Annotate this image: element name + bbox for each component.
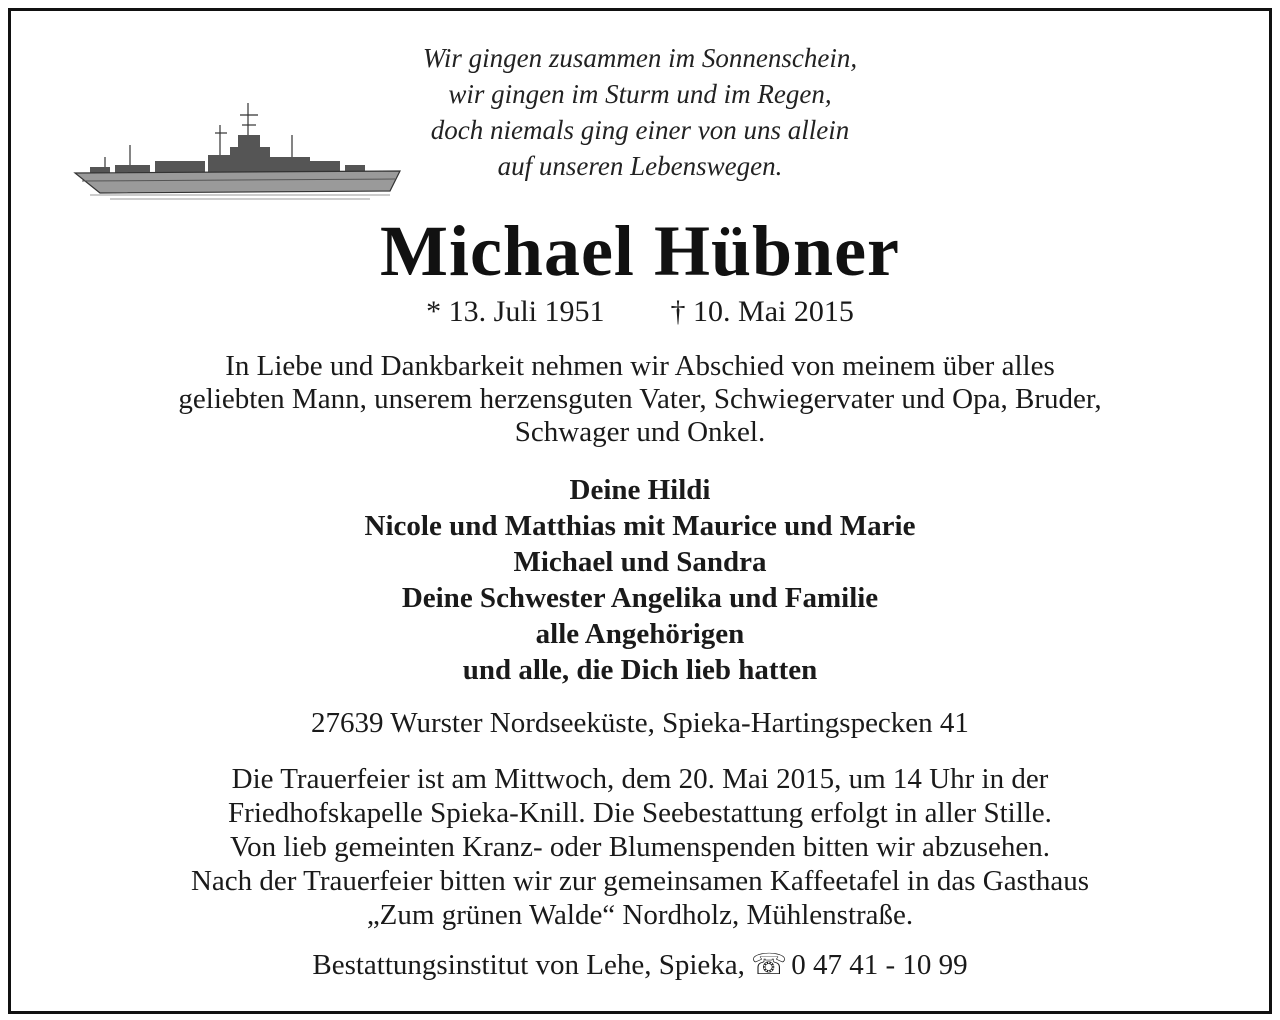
service-line: Nach der Trauerfeier bitten wir zur gemeinsamen Kaffeetafel in das Gasthaus <box>190 865 1090 897</box>
mourners-list <box>0 472 1280 688</box>
service-line: „Zum grünen Walde“ Nordholz, Mühlenstraße. <box>366 899 914 931</box>
mourner-line: Nicole und Matthias mit Maurice und Marie <box>364 510 916 542</box>
phone-icon: ☏ <box>750 949 788 981</box>
deceased-name: Michael Hübner <box>380 211 900 291</box>
mourner-line: Deine Schwester Angelika und Familie <box>401 582 879 614</box>
birth-date: * 13. Juli 1951 <box>426 295 605 328</box>
poem-line: wir gingen im Sturm und im Regen, <box>448 79 832 109</box>
farewell-line: Schwager und Onkel. <box>514 416 766 448</box>
poem <box>340 40 940 184</box>
service-line: Die Trauerfeier ist am Mittwoch, dem 20. Mai 2015, um 14 Uhr in der <box>231 763 1049 795</box>
family-address: 27639 Wurster Nordseeküste, Spieka-Hartingspecken 41 <box>311 707 969 739</box>
service-line: Friedhofskapelle Spieka-Knill. Die Seebestattung erfolgt in aller Stille. <box>228 797 1052 829</box>
mourner-line: Deine Hildi <box>569 474 711 506</box>
poem-line: doch niemals ging einer von uns allein <box>430 115 850 145</box>
undertaker-phone: 0 47 41 - 10 99 <box>791 949 968 981</box>
service-details <box>100 762 1180 932</box>
farewell-text <box>100 350 1180 449</box>
poem-line: auf unseren Lebenswegen. <box>497 151 783 181</box>
undertaker-info <box>0 947 1280 983</box>
service-line: Von lieb gemeinten Kranz- oder Blumenspenden bitten wir abzusehen. <box>229 831 1051 863</box>
mourner-line: alle Angehörigen <box>535 618 745 650</box>
farewell-line: In Liebe und Dankbarkeit nehmen wir Abschied von meinem über alles <box>225 350 1055 382</box>
death-date: † 10. Mai 2015 <box>670 295 854 328</box>
mourner-line: Michael und Sandra <box>513 546 767 578</box>
life-dates <box>0 293 1280 331</box>
poem-line: Wir gingen zusammen im Sonnenschein, <box>422 43 858 73</box>
farewell-line: geliebten Mann, unserem herzensguten Vater, Schwiegervater und Opa, Bruder, <box>178 383 1102 415</box>
undertaker-name: Bestattungsinstitut von Lehe, Spieka, <box>312 949 745 981</box>
mourner-line: und alle, die Dich lieb hatten <box>462 654 818 686</box>
